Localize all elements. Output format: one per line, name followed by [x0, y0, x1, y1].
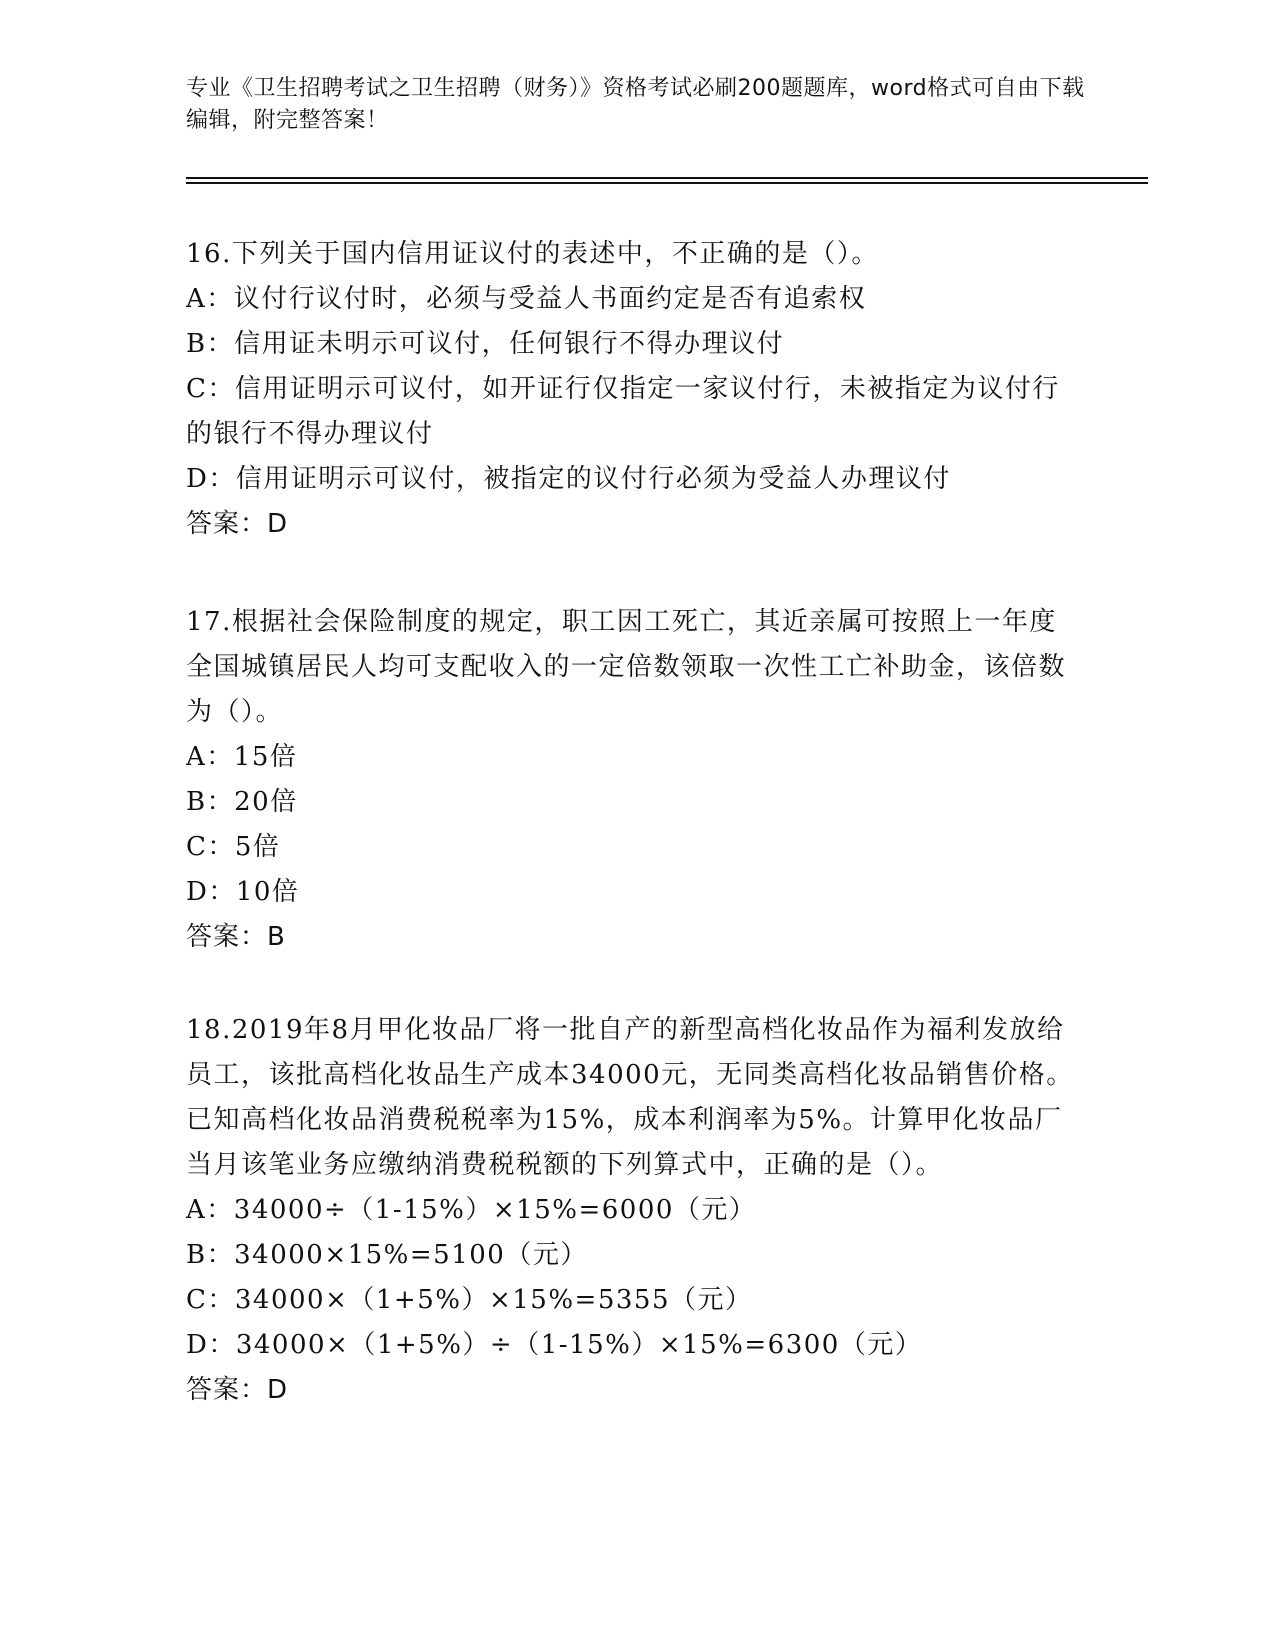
- header-divider-bottom: [186, 182, 1148, 184]
- document-header: 专业《卫生招聘考试之卫生招聘（财务）》资格考试必刷200题题库，word格式可自由下载编辑，附完整答案！: [186, 76, 1085, 133]
- answer-line: 答案：D: [186, 1375, 289, 1405]
- option-c: C：34000×（1+5%）×15%=5355（元）: [186, 1285, 753, 1315]
- header-divider-top: [186, 177, 1148, 179]
- option-b: B：信用证未明示可议付，任何银行不得办理议付: [186, 329, 785, 359]
- question-18: [186, 1008, 1076, 1413]
- question-stem: 17.根据社会保险制度的规定，职工因工死亡，其近亲属可按照上一年度全国城镇居民人均可支配收入的一定倍数领取一次性工亡补助金，该倍数为（）。: [186, 607, 1067, 727]
- option-b: B：20倍: [186, 787, 298, 817]
- option-d: D：信用证明示可议付，被指定的议付行必须为受益人办理议付: [186, 464, 951, 494]
- question-stem: 18.2019年8月甲化妆品厂将一批自产的新型高档化妆品作为福利发放给员工，该批高档化妆品生产成本34000元，无同类高档化妆品销售价格。已知高档化妆品消费税税率为15%，成本利润率为5%。计算甲化妆品厂当月该笔业务应缴纳消费税税额的下列算式中，正确的是（）。: [186, 1015, 1074, 1180]
- question-17: [186, 600, 1076, 960]
- option-d: D：34000×（1+5%）÷（1-15%）×15%=6300（元）: [186, 1330, 923, 1360]
- answer-line: 答案：D: [186, 509, 289, 539]
- option-a: A：15倍: [186, 742, 298, 772]
- option-a: A：议付行议付时，必须与受益人书面约定是否有追索权: [186, 284, 867, 314]
- question-stem: 16.下列关于国内信用证议付的表述中，不正确的是（）。: [186, 239, 879, 269]
- option-c: C：5倍: [186, 832, 281, 862]
- option-b: B：34000×15%=5100（元）: [186, 1240, 588, 1270]
- option-c: C：信用证明示可议付，如开证行仅指定一家议付行，未被指定为议付行的银行不得办理议付: [186, 374, 1060, 449]
- question-16: [186, 232, 1076, 547]
- answer-line: 答案：B: [186, 922, 286, 952]
- option-d: D：10倍: [186, 877, 300, 907]
- option-a: A：34000÷（1-15%）×15%=6000（元）: [186, 1195, 757, 1225]
